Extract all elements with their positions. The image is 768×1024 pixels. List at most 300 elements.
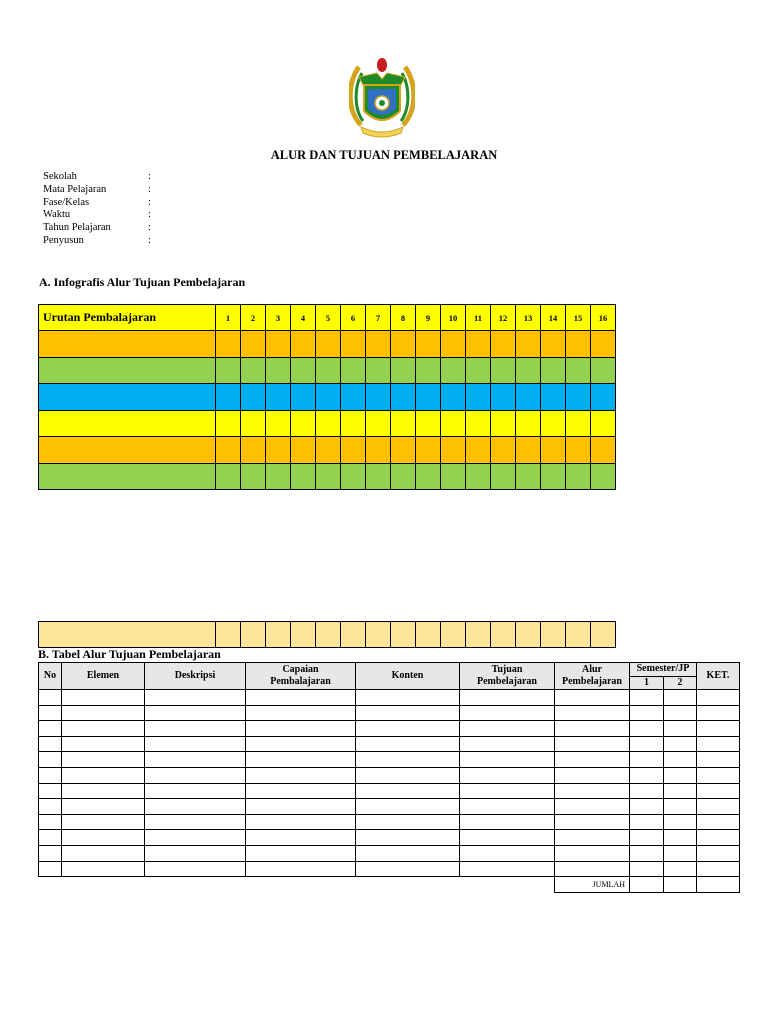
infographic-cell: [341, 437, 366, 464]
infographic-cell: [416, 331, 441, 358]
column-number: 3: [266, 305, 291, 331]
table-cell[interactable]: [460, 690, 555, 706]
info-colon: :: [148, 222, 151, 234]
infographic-cell: [466, 410, 491, 437]
blank-cell: [246, 877, 356, 893]
infographic-cell: [391, 437, 416, 464]
table-cell[interactable]: [555, 767, 630, 783]
infographic-cell: [216, 357, 241, 384]
infographic-cell: [516, 384, 541, 411]
table-cell[interactable]: [246, 736, 356, 752]
infographic-cell: [39, 331, 216, 358]
table-cell[interactable]: [697, 861, 740, 877]
table-row: [39, 830, 740, 846]
infographic-cell: [591, 410, 616, 437]
infographic-cell: [241, 463, 266, 490]
info-label: Fase/Kelas: [43, 196, 90, 208]
table-cell[interactable]: [62, 705, 145, 721]
table-cell[interactable]: [62, 752, 145, 768]
table-cell[interactable]: [630, 814, 664, 830]
table-cell[interactable]: [246, 767, 356, 783]
table-cell[interactable]: [39, 705, 62, 721]
infographic-cell: [416, 410, 441, 437]
table-cell[interactable]: [145, 767, 246, 783]
infographic-cell: [316, 463, 341, 490]
info-colon: :: [148, 196, 151, 208]
header-capaian-line2: Pembalajaran: [270, 676, 331, 687]
infographic-cell: [416, 357, 441, 384]
table-cell[interactable]: [356, 736, 460, 752]
table-cell[interactable]: [145, 861, 246, 877]
table-cell[interactable]: [145, 736, 246, 752]
infographic-cell: [241, 384, 266, 411]
column-number: 15: [566, 305, 591, 331]
table-cell[interactable]: [356, 752, 460, 768]
infographic-cell: [216, 437, 241, 464]
infographic-cell: [366, 331, 391, 358]
summary-strip-cell: [316, 622, 341, 648]
table-cell[interactable]: [664, 767, 697, 783]
infographic-cell: [241, 437, 266, 464]
infographic-cell: [216, 410, 241, 437]
table-cell[interactable]: [664, 783, 697, 799]
infographic-cell: [466, 357, 491, 384]
infographic-cell: [491, 384, 516, 411]
infographic-band-row: [39, 331, 616, 358]
table-row: [39, 845, 740, 861]
column-number: 13: [516, 305, 541, 331]
jumlah-value-cell[interactable]: [664, 877, 697, 893]
infographic-cell: [441, 410, 466, 437]
summary-strip-cell: [241, 622, 266, 648]
infographic-cell: [341, 384, 366, 411]
table-cell[interactable]: [697, 783, 740, 799]
table-row: [39, 814, 740, 830]
table-cell[interactable]: [630, 736, 664, 752]
table-cell[interactable]: [246, 705, 356, 721]
table-cell[interactable]: [356, 690, 460, 706]
infographic-cell: [441, 384, 466, 411]
infographic-cell: [266, 331, 291, 358]
infographic-cell: [241, 331, 266, 358]
header-alur-line1: Alur: [582, 664, 602, 675]
table-cell[interactable]: [145, 690, 246, 706]
infographic-cell: [291, 463, 316, 490]
infographic-cell: [366, 463, 391, 490]
table-cell[interactable]: [555, 814, 630, 830]
table-cell[interactable]: [356, 721, 460, 737]
table-cell[interactable]: [630, 705, 664, 721]
table-cell[interactable]: [39, 736, 62, 752]
header-alur-line2: Pembelajaran: [562, 676, 622, 687]
info-colon: :: [148, 171, 151, 182]
infographic-cell: [241, 410, 266, 437]
infographic-cell: [516, 437, 541, 464]
column-number: 10: [441, 305, 466, 331]
table-cell[interactable]: [697, 814, 740, 830]
table-cell[interactable]: [555, 752, 630, 768]
table-cell[interactable]: [246, 690, 356, 706]
table-cell[interactable]: [39, 830, 62, 846]
infographic-cell: [391, 384, 416, 411]
table-row: [39, 752, 740, 768]
table-cell[interactable]: [356, 705, 460, 721]
table-cell[interactable]: [664, 830, 697, 846]
info-row-tahun-pelajaran: [43, 222, 151, 235]
info-row-sekolah: [43, 171, 151, 184]
table-cell[interactable]: [630, 845, 664, 861]
infographic-cell: [441, 357, 466, 384]
summary-strip-row: [39, 622, 616, 648]
column-number: 9: [416, 305, 441, 331]
infographic-cell: [39, 357, 216, 384]
infographic-cell: [216, 384, 241, 411]
infographic-cell: [591, 437, 616, 464]
infographic-cell: [466, 437, 491, 464]
table-cell[interactable]: [62, 799, 145, 815]
infographic-cell: [39, 410, 216, 437]
table-row: [39, 783, 740, 799]
table-cell[interactable]: [460, 814, 555, 830]
table-cell[interactable]: [39, 767, 62, 783]
table-cell[interactable]: [664, 752, 697, 768]
table-cell[interactable]: [697, 845, 740, 861]
table-cell[interactable]: [145, 799, 246, 815]
table-body: [39, 690, 740, 893]
table-cell[interactable]: [630, 861, 664, 877]
identity-fields: [43, 171, 151, 248]
table-cell[interactable]: [356, 830, 460, 846]
infographic-cell: [316, 437, 341, 464]
infographic-cell: [241, 357, 266, 384]
section-a-title: A. Infografis Alur Tujuan Pembelajaran: [39, 275, 246, 289]
table-cell[interactable]: [460, 736, 555, 752]
table-cell[interactable]: [145, 705, 246, 721]
info-row-fase-kelas: [43, 196, 151, 210]
info-label: Mata Pelajaran: [43, 183, 107, 195]
table-cell[interactable]: [664, 861, 697, 877]
info-row-penyusun: [43, 234, 151, 248]
table-cell[interactable]: [246, 861, 356, 877]
info-label: Sekolah: [43, 171, 77, 182]
header-semester-2: 2: [664, 676, 697, 690]
table-cell[interactable]: [630, 752, 664, 768]
blank-cell: [39, 877, 62, 893]
infographic-cell: [216, 463, 241, 490]
infographic-cell: [566, 410, 591, 437]
table-cell[interactable]: [630, 783, 664, 799]
infographic-cell: [291, 410, 316, 437]
summary-strip-cell: [216, 622, 241, 648]
infographic-cell: [491, 410, 516, 437]
table-cell[interactable]: [356, 783, 460, 799]
table-cell[interactable]: [39, 814, 62, 830]
table-cell[interactable]: [145, 752, 246, 768]
table-cell[interactable]: [697, 705, 740, 721]
table-cell[interactable]: [697, 830, 740, 846]
infographic-cell: [441, 463, 466, 490]
table-cell[interactable]: [555, 830, 630, 846]
table-cell[interactable]: [664, 721, 697, 737]
table-cell[interactable]: [246, 799, 356, 815]
summary-strip-cell: [516, 622, 541, 648]
table-row: [39, 690, 740, 706]
infographic-cell: [416, 437, 441, 464]
summary-strip-cell: [566, 622, 591, 648]
header-capaian-line1: Capaian: [282, 664, 319, 675]
infographic-cell: [216, 331, 241, 358]
table-cell[interactable]: [555, 721, 630, 737]
summary-strip-cell: [39, 622, 216, 648]
blank-cell: [62, 877, 145, 893]
table-row: [39, 767, 740, 783]
table-cell[interactable]: [39, 690, 62, 706]
header-ket: KET.: [697, 663, 740, 690]
table-cell[interactable]: [697, 799, 740, 815]
table-cell[interactable]: [664, 814, 697, 830]
header-tujuan: [460, 663, 555, 690]
info-colon: :: [148, 183, 151, 195]
table-cell[interactable]: [697, 690, 740, 706]
table-cell[interactable]: [145, 814, 246, 830]
table-cell[interactable]: [39, 861, 62, 877]
table-cell[interactable]: [62, 767, 145, 783]
table-cell[interactable]: [62, 690, 145, 706]
table-cell[interactable]: [246, 752, 356, 768]
document-title: ALUR DAN TUJUAN PEMBELAJARAN: [270, 148, 498, 162]
infographic-cell: [39, 384, 216, 411]
infographic-cell: [591, 331, 616, 358]
table-cell[interactable]: [39, 783, 62, 799]
info-label: Penyusun: [43, 234, 84, 246]
table-cell[interactable]: [555, 861, 630, 877]
header-konten: Konten: [356, 663, 460, 690]
table-cell[interactable]: [246, 721, 356, 737]
blank-cell: [356, 877, 460, 893]
infographic-cell: [566, 357, 591, 384]
table-cell[interactable]: [62, 736, 145, 752]
header-tujuan-line1: Tujuan: [491, 664, 523, 675]
summary-strip-cell: [341, 622, 366, 648]
table-cell[interactable]: [356, 767, 460, 783]
infographic-band-row: [39, 463, 616, 490]
table-cell[interactable]: [356, 799, 460, 815]
infographic-cell: [341, 331, 366, 358]
column-number: 1: [216, 305, 241, 331]
infographic-cell: [266, 437, 291, 464]
blank-cell: [460, 877, 555, 893]
infographic-band-row: [39, 384, 616, 411]
table-cell[interactable]: [630, 830, 664, 846]
header-alur: [555, 663, 630, 690]
table-cell[interactable]: [555, 736, 630, 752]
infographic-cell: [39, 463, 216, 490]
infographic-cell: [391, 463, 416, 490]
jumlah-value-cell[interactable]: [697, 877, 740, 893]
summary-strip: [38, 621, 616, 648]
summary-strip-cell: [391, 622, 416, 648]
info-colon: :: [148, 234, 151, 246]
infographic-cell: [39, 437, 216, 464]
table-cell[interactable]: [62, 830, 145, 846]
table-header-row: [39, 663, 740, 677]
table-cell[interactable]: [62, 783, 145, 799]
infographic-cell: [466, 463, 491, 490]
table-cell[interactable]: [39, 845, 62, 861]
infographic-cell: [591, 384, 616, 411]
table-cell[interactable]: [39, 752, 62, 768]
table-cell[interactable]: [697, 767, 740, 783]
table-cell[interactable]: [460, 845, 555, 861]
table-cell[interactable]: [356, 861, 460, 877]
infographic-cell: [491, 331, 516, 358]
summary-strip-cell: [541, 622, 566, 648]
table-cell[interactable]: [39, 721, 62, 737]
table-cell[interactable]: [246, 783, 356, 799]
table-cell[interactable]: [246, 830, 356, 846]
table-cell[interactable]: [555, 799, 630, 815]
infographic-cell: [291, 437, 316, 464]
infographic-cell: [391, 331, 416, 358]
infographic-cell: [291, 357, 316, 384]
table-cell[interactable]: [664, 845, 697, 861]
column-number: 16: [591, 305, 616, 331]
infographic-cell: [516, 331, 541, 358]
table-cell[interactable]: [460, 830, 555, 846]
jumlah-row: [39, 877, 740, 893]
table-cell[interactable]: [62, 814, 145, 830]
header-capaian: [246, 663, 356, 690]
table-cell[interactable]: [664, 690, 697, 706]
column-number: 11: [466, 305, 491, 331]
table-cell[interactable]: [460, 767, 555, 783]
info-row-waktu: [43, 209, 151, 222]
table-cell[interactable]: [246, 845, 356, 861]
infographic-cell: [541, 410, 566, 437]
infographic-cell: [466, 384, 491, 411]
table-cell[interactable]: [62, 845, 145, 861]
jumlah-value-cell[interactable]: [630, 877, 664, 893]
table-cell[interactable]: [460, 752, 555, 768]
provincial-crest-logo: [349, 55, 415, 141]
infographic-band-row: [39, 357, 616, 384]
infographic-header-label: Urutan Pembalajaran: [39, 305, 216, 331]
infographic-cell: [466, 331, 491, 358]
infographic-cell: [516, 463, 541, 490]
summary-strip-cell: [591, 622, 616, 648]
infographic-cell: [366, 384, 391, 411]
table-cell[interactable]: [664, 799, 697, 815]
table-cell[interactable]: [630, 721, 664, 737]
infographic-cell: [441, 331, 466, 358]
table-cell[interactable]: [630, 690, 664, 706]
header-no: No: [39, 663, 62, 690]
infographic-band-row: [39, 410, 616, 437]
summary-strip-cell: [266, 622, 291, 648]
table-cell[interactable]: [555, 690, 630, 706]
infographic-cell: [316, 331, 341, 358]
info-colon: :: [148, 209, 151, 221]
infographic-cell: [566, 437, 591, 464]
infographic-cell: [441, 437, 466, 464]
summary-strip-cell: [441, 622, 466, 648]
table-cell[interactable]: [697, 721, 740, 737]
header-elemen: Elemen: [62, 663, 145, 690]
column-number: 4: [291, 305, 316, 331]
column-number: 5: [316, 305, 341, 331]
table-cell[interactable]: [62, 861, 145, 877]
table-cell[interactable]: [664, 736, 697, 752]
table-cell[interactable]: [246, 814, 356, 830]
infographic-cell: [541, 357, 566, 384]
table-row: [39, 736, 740, 752]
table-cell[interactable]: [630, 767, 664, 783]
table-cell[interactable]: [555, 705, 630, 721]
table-row: [39, 705, 740, 721]
table-cell[interactable]: [697, 736, 740, 752]
summary-strip-cell: [491, 622, 516, 648]
infographic-cell: [566, 463, 591, 490]
summary-strip-cell: [366, 622, 391, 648]
table-cell[interactable]: [145, 721, 246, 737]
table-cell[interactable]: [145, 830, 246, 846]
table-row: [39, 861, 740, 877]
table-cell[interactable]: [460, 799, 555, 815]
infographic-cell: [541, 331, 566, 358]
infographic-cell: [416, 463, 441, 490]
summary-strip-cell: [466, 622, 491, 648]
infographic-cell: [266, 410, 291, 437]
table-cell[interactable]: [697, 752, 740, 768]
table-cell[interactable]: [145, 845, 246, 861]
section-b-title: B. Tabel Alur Tujuan Pembelajaran: [38, 647, 221, 661]
table-cell[interactable]: [356, 845, 460, 861]
table-cell[interactable]: [555, 783, 630, 799]
table-row: [39, 721, 740, 737]
table-cell[interactable]: [39, 799, 62, 815]
infographic-cell: [516, 410, 541, 437]
table-cell[interactable]: [664, 705, 697, 721]
table-cell[interactable]: [630, 799, 664, 815]
table-cell[interactable]: [460, 721, 555, 737]
table-cell[interactable]: [460, 783, 555, 799]
table-cell[interactable]: [145, 783, 246, 799]
table-cell[interactable]: [460, 861, 555, 877]
infographic-table: [38, 304, 616, 490]
infographic-cell: [566, 331, 591, 358]
infographic-cell: [491, 437, 516, 464]
jumlah-label: JUMLAH: [555, 877, 630, 893]
infographic-cell: [291, 331, 316, 358]
table-cell[interactable]: [62, 721, 145, 737]
infographic-cell: [391, 357, 416, 384]
infographic-cell: [591, 357, 616, 384]
infographic-cell: [391, 410, 416, 437]
provincial-crest-icon: [349, 55, 415, 141]
table-cell[interactable]: [356, 814, 460, 830]
infographic-cell: [316, 357, 341, 384]
column-number: 6: [341, 305, 366, 331]
table-cell[interactable]: [555, 845, 630, 861]
header-deskripsi: Deskripsi: [145, 663, 246, 690]
infographic-cell: [541, 463, 566, 490]
infographic-cell: [316, 410, 341, 437]
infographic-cell: [291, 384, 316, 411]
infographic-cell: [341, 357, 366, 384]
table-row: [39, 799, 740, 815]
table-cell[interactable]: [460, 705, 555, 721]
column-number: 14: [541, 305, 566, 331]
